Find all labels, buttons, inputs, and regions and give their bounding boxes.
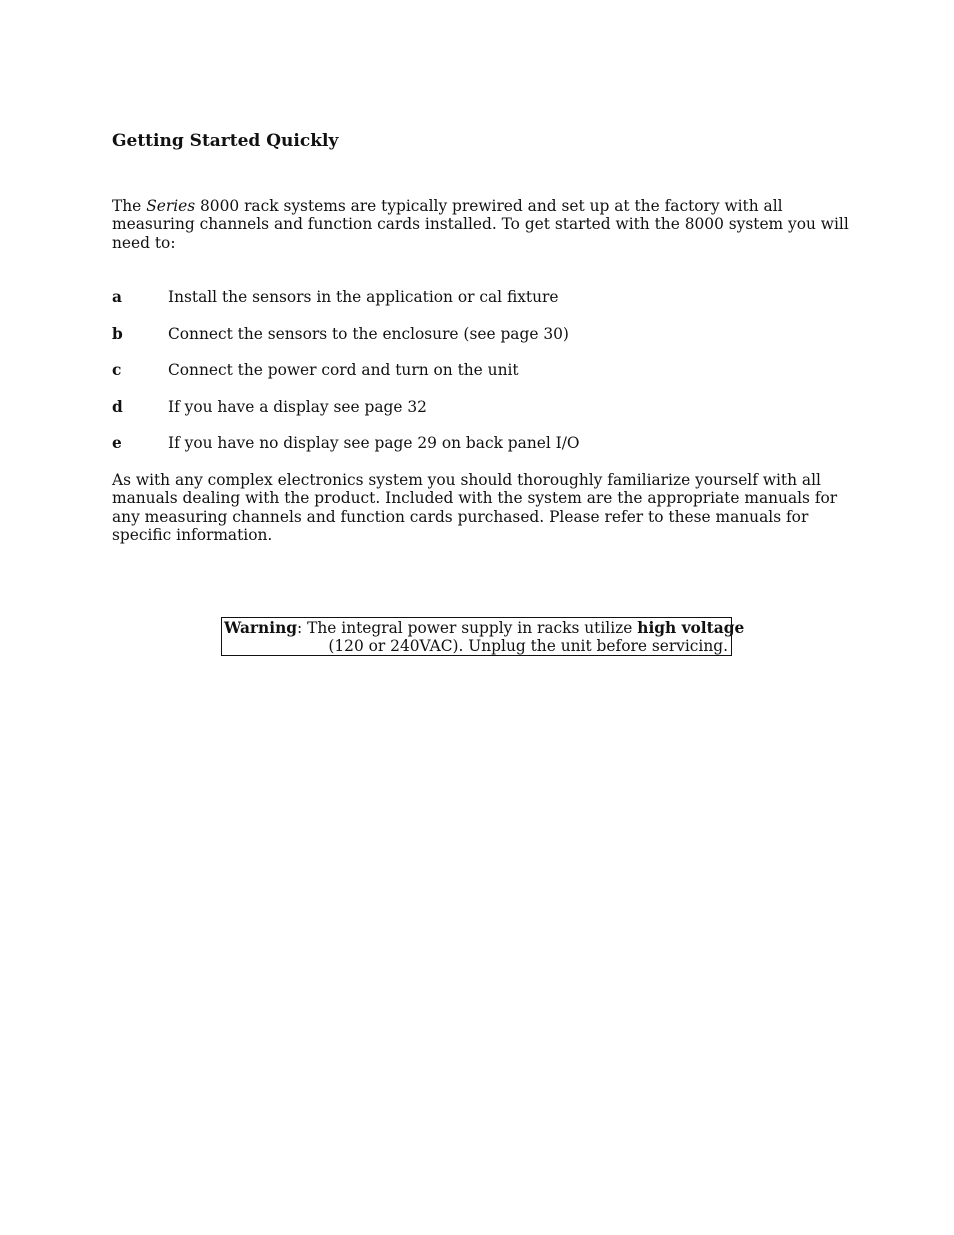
warning-emphasis: high voltage (637, 619, 745, 637)
warning-text: : The integral power supply in racks utilize (297, 619, 638, 637)
step-letter: a (112, 288, 122, 306)
intro-text-after: 8000 rack systems are typically prewired and set up at the factory with all measuring channels and function cards installed. To get started with the 8000 system you will need to: (112, 197, 849, 252)
warning-label: Warning (224, 619, 298, 637)
outro-paragraph: As with any complex electronics system you should thoroughly familiarize yourself with all manuals dealing with the product. Included with the system are the appropriate manuals for any measuring channels and function cards purchased. Please refer to these manuals for specific information. (112, 471, 838, 544)
step-text: Connect the power cord and turn on the unit (168, 361, 519, 379)
intro-text-before: The (112, 197, 147, 215)
step-letter: b (112, 324, 123, 343)
step-letter: d (112, 397, 123, 416)
page-heading: Getting Started Quickly (112, 131, 339, 151)
step-letter: c (112, 361, 122, 379)
warning-line-2: (120 or 240VAC). Unplug the unit before servicing. (328, 637, 728, 655)
step-text: Install the sensors in the application or cal fixture (168, 288, 559, 306)
intro-paragraph (112, 197, 852, 252)
intro-series-word: Series (146, 197, 196, 215)
warning-box (221, 617, 745, 656)
step-text: If you have a display see page 32 (168, 397, 427, 416)
warning-line-1 (224, 619, 744, 637)
step-letter: e (112, 434, 122, 452)
step-text: Connect the sensors to the enclosure (see page 30) (168, 324, 569, 343)
step-text: If you have no display see page 29 on back panel I/O (168, 434, 580, 452)
